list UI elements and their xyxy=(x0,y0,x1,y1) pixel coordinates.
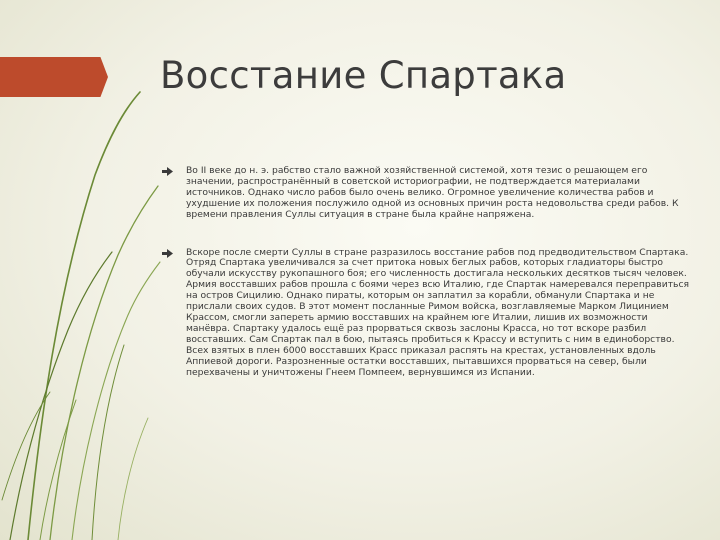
bullet-text: Во II веке до н. э. рабство стало важной хозяйственной системой, хотя тезис о решающем его значении, распространённый в советской историографии, не подтверждается материалами источников. Однако число рабов было очень велико. Огромное увеличение количества рабов и ухудшение их положения послужило одной из основных причин роста недовольства среди рабов. К времени правления Суллы ситуация в стране была крайне напряжена. xyxy=(186,165,679,220)
bullet-item xyxy=(162,248,692,379)
slide-title: Восстание Спартака xyxy=(160,54,567,97)
bullet-list xyxy=(162,166,692,405)
bullet-text: Вскоре после смерти Суллы в стране разразилось восстание рабов под предводительством Спартака. Отряд Спартака увеличивался за счет притока новых беглых рабов, которых гладиаторы быстро обучали искусству рукопашного боя; его численность достигала нескольких десятков тысяч человек. Армия восставших рабов прошла с боями через всю Италию, где Спартак намеревался переправиться на остров Сицилию. Однако пираты, которым он заплатил за корабли, обманули Спартака и не прислали своих судов. В этот момент посланные Римом войска, возглавляемые Марком Лицинием Крассом, смогли запереть армию восставших на крайнем юге Италии, лишив их возможности манёвра. Спартаку удалось ещё раз прорваться сквозь заслоны Красса, но тот вскоре разбил восставших. Сам Спартак пал в бою, пытаясь пробиться к Крассу и вступить с ним в единоборство. Всех взятых в плен 6000 восставших Красс приказал распять на крестах, установленных вдоль Аппиевой дороги. Разрозненные остатки восставших, пытавшихся прорваться на север, были перехвачены и уничтожены Гнеем Помпеем, вернувшимся из Испании. xyxy=(186,246,690,378)
arrow-bullet-icon xyxy=(162,167,173,176)
title-accent-bar xyxy=(0,57,108,97)
arrow-bullet-icon xyxy=(162,249,173,258)
bullet-item xyxy=(162,166,692,221)
